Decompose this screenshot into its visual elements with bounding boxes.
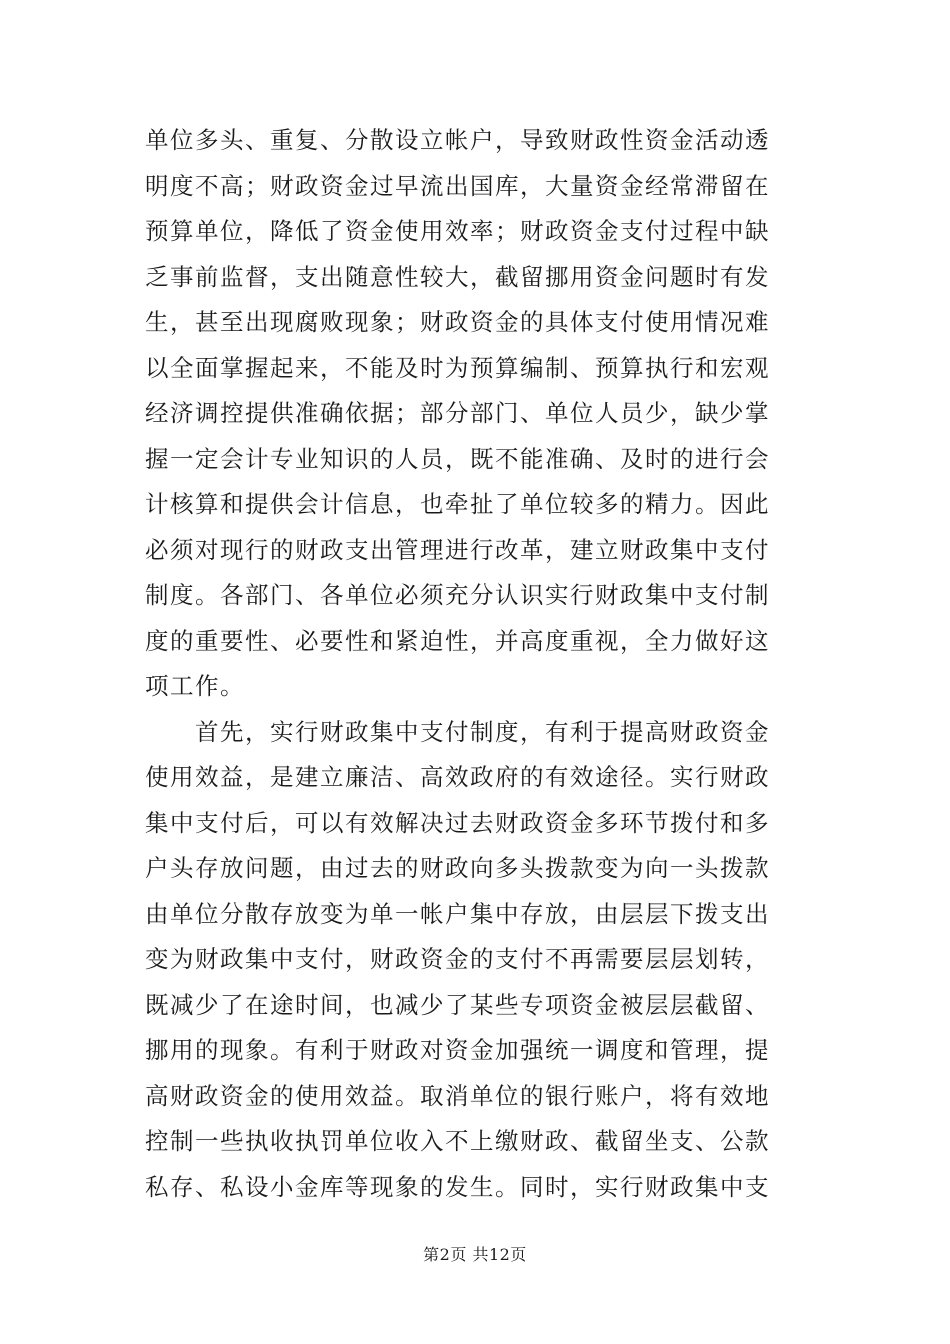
text-line: 变为财政集中支付，财政资金的支付不再需要层层划转， — [145, 945, 770, 973]
text-line: 使用效益，是建立廉洁、高效政府的有效途径。实行财政 — [145, 763, 770, 791]
text-line: 必须对现行的财政支出管理进行改革，建立财政集中支付 — [145, 535, 770, 564]
text-line: 生，甚至出现腐败现象；财政资金的具体支付使用情况难 — [145, 308, 770, 336]
text-line: 高财政资金的使用效益。取消单位的银行账户，将有效地 — [145, 1081, 770, 1110]
text-line: 私存、私设小金库等现象的发生。同时，实行财政集中支 — [145, 1172, 770, 1201]
page-number-footer: 第2页 共12页 — [423, 1245, 527, 1264]
text-line: 以全面掌握起来，不能及时为预算编制、预算执行和宏观 — [145, 353, 770, 382]
text-line: 握一定会计专业知识的人员，既不能准确、及时的进行会 — [145, 444, 770, 473]
text-line: 户头存放问题，由过去的财政向多头拨款变为向一头拨款 — [145, 854, 770, 882]
text-line: 计核算和提供会计信息，也牵扯了单位较多的精力。因此 — [145, 490, 770, 518]
text-line: 预算单位，降低了资金使用效率；财政资金支付过程中缺 — [145, 217, 770, 245]
text-line: 由单位分散存放变为单一帐户集中存放，由层层下拨支出 — [145, 899, 770, 928]
text-line: 集中支付后，可以有效解决过去财政资金多环节拨付和多 — [145, 808, 770, 837]
text-line: 单位多头、重复、分散设立帐户，导致财政性资金活动透 — [145, 126, 770, 154]
text-line: 项工作。 — [145, 672, 245, 700]
text-line: 乏事前监督，支出随意性较大，截留挪用资金问题时有发 — [145, 262, 770, 291]
text-line: 明度不高；财政资金过早流出国库，大量资金经常滞留在 — [145, 171, 770, 200]
text-line: 挪用的现象。有利于财政对资金加强统一调度和管理，提 — [145, 1036, 770, 1064]
text-line: 既减少了在途时间，也减少了某些专项资金被层层截留、 — [145, 990, 770, 1019]
text-line: 度的重要性、必要性和紧迫性，并高度重视，全力做好这 — [145, 626, 770, 655]
text-line: 制度。各部门、各单位必须充分认识实行财政集中支付制 — [145, 581, 770, 609]
text-line: 经济调控提供准确依据；部分部门、单位人员少，缺少掌 — [145, 399, 770, 427]
text-line: 控制一些执收执罚单位收入不上缴财政、截留坐支、公款 — [145, 1127, 770, 1155]
body-text — [145, 118, 815, 1210]
paragraph-start-line: 首先，实行财政集中支付制度，有利于提高财政资金 — [145, 717, 770, 746]
